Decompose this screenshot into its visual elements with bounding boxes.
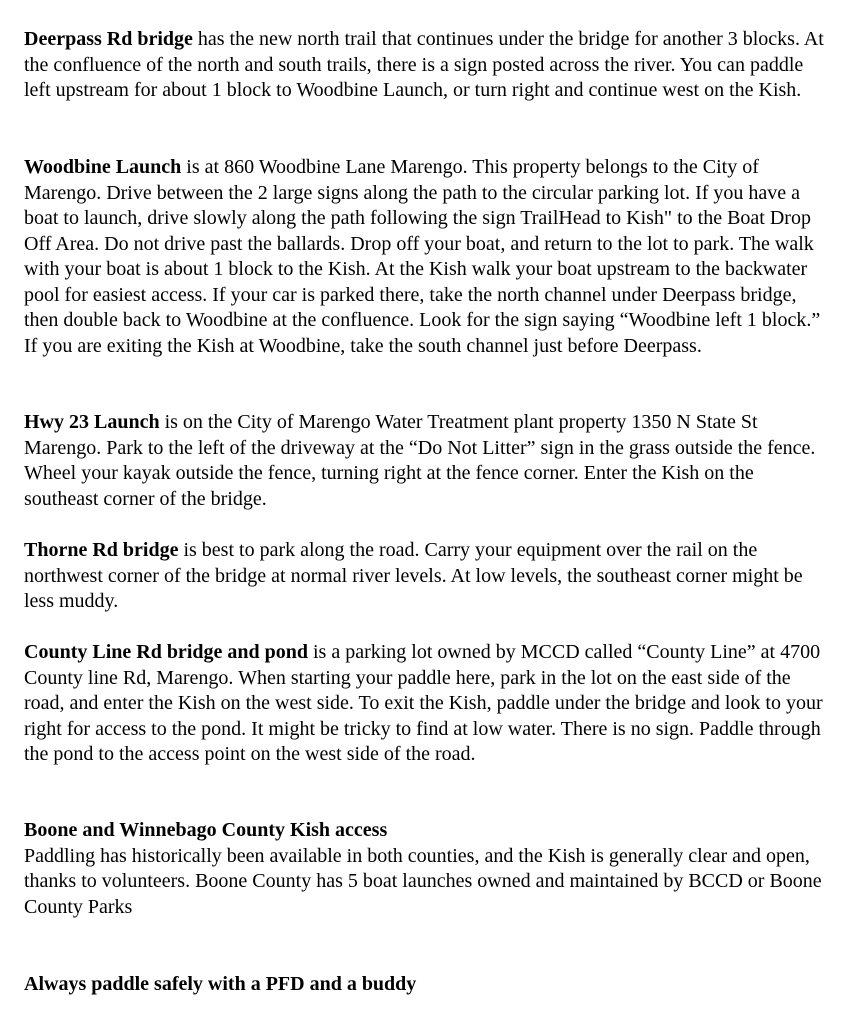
section-title: County Line Rd bridge and pond [24, 641, 308, 663]
section-title: Deerpass Rd bridge [24, 28, 193, 50]
section-body: Paddling has historically been available in both counties, and the Kish is generally clear and open, thanks to volunteers. Boone County has 5 boat launches owned and maintained by BCCD or Boone County Parks [24, 844, 822, 918]
section-title: Woodbine Launch [24, 156, 182, 178]
section-title: Thorne Rd bridge [24, 539, 179, 561]
section-deerpass [24, 27, 824, 104]
section-body: is best to park along the road. Carry your equipment over the rail on the northwest corner of the bridge at normal river levels. At low levels, the southeast corner might be less muddy. [24, 539, 803, 612]
section-hwy23 [24, 410, 824, 512]
section-county-line [24, 640, 824, 768]
section-heading: Boone and Winnebago County Kish access [24, 819, 388, 841]
section-body: has the new north trail that continues under the bridge for another 3 blocks. At the confluence of the north and south trails, there is a sign posted across the river. You can paddle left upstream for about 1 block to Woodbine Launch, or turn right and continue west on the Kish. [24, 28, 824, 101]
section-body: is a parking lot owned by MCCD called “County Line” at 4700 County line Rd, Marengo. When starting your paddle here, park in the lot on the east side of the road, and enter the Kish on the west side. To exit the Kish, paddle under the bridge and look to your right for access to the pond. It might be tricky to find at low water. There is no sign. Paddle through the pond to the access point on the west side of the road. [24, 641, 823, 765]
section-title: Hwy 23 Launch [24, 411, 160, 433]
safety-footer: Always paddle safely with a PFD and a buddy [24, 973, 417, 995]
section-boone [24, 818, 824, 920]
section-thorne [24, 538, 824, 615]
section-woodbine [24, 155, 824, 359]
section-body: is at 860 Woodbine Lane Marengo. This property belongs to the City of Marengo. Drive between the 2 large signs along the path to the circular parking lot. If you have a boat to launch, drive slowly along the path following the sign TrailHead to Kish" to the Boat Drop Off Area. Do not drive past the ballards. Drop off your boat, and return to the lot to park. The walk with your boat is about 1 block to the Kish. At the Kish walk your boat upstream to the backwater pool for easiest access. If your car is parked there, take the north channel under Deerpass bridge, then double back to Woodbine at the confluence. Look for the sign saying “Woodbine left 1 block.” If you are exiting the Kish at Woodbine, take the south channel just before Deerpass. [24, 156, 821, 357]
section-body: is on the City of Marengo Water Treatment plant property 1350 N State St Marengo. Park to the left of the driveway at the “Do Not Litter” sign in the grass outside the fence. Wheel your kayak outside the fence, turning right at the fence corner. Enter the Kish on the southeast corner of the bridge. [24, 411, 816, 510]
